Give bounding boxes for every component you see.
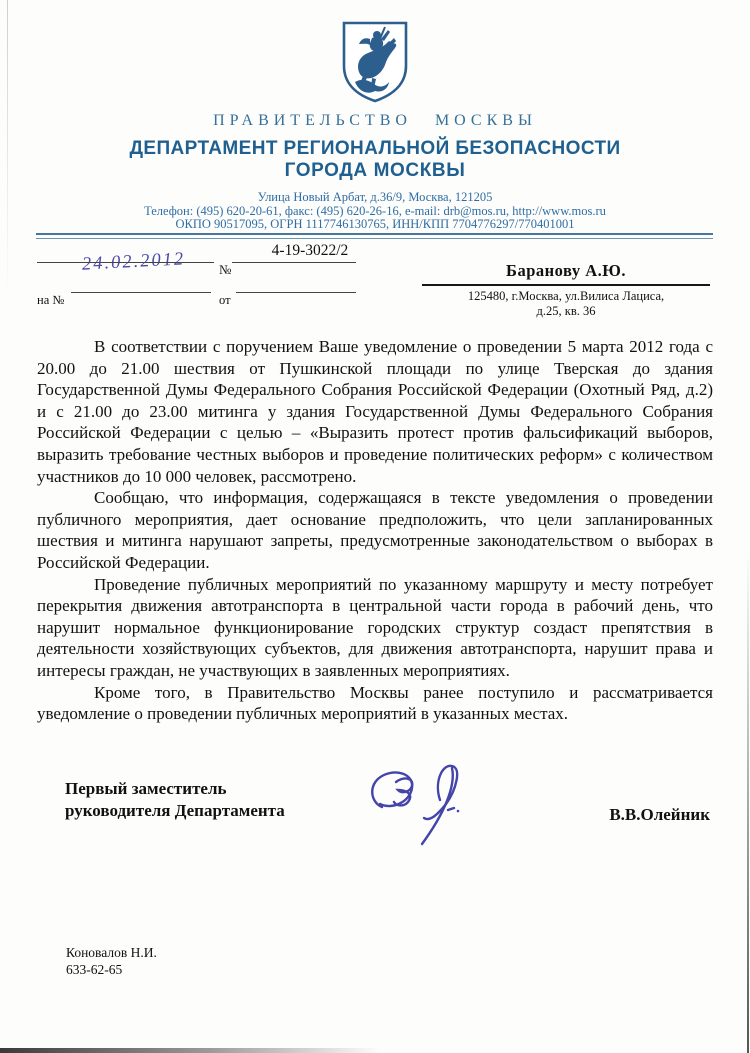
reply-date-label: от <box>219 293 231 307</box>
number-sign-label: № <box>219 262 232 277</box>
addressee-address-line2: д.25, кв. 36 <box>536 304 596 318</box>
government-title: ПРАВИТЕЛЬСТВО МОСКВЫ <box>213 112 537 129</box>
date-field-line <box>37 262 214 263</box>
reply-to-number-label: на № <box>37 293 65 307</box>
executor-block <box>66 944 157 978</box>
letterhead-address: Улица Новый Арбат, д.36/9, Москва, 121205 <box>257 190 493 204</box>
letterhead-codes: ОКПО 90517095, ОГРН 1117746130765, ИНН/КПП 7704776297/770401001 <box>175 217 575 231</box>
scan-edge-bottom <box>0 1048 380 1053</box>
signer-position-line2: руководителя Департамента <box>65 801 285 820</box>
letterhead-contacts: Телефон: (495) 620-20-61, факс: (495) 620-26-16, e-mail: drb@mos.ru, http://www.mos.ru <box>144 203 606 218</box>
outgoing-number: 4-19-3022/2 <box>271 242 349 259</box>
body-paragraph: В соответствии с поручением Ваше уведомление о проведении 5 марта 2012 года с 20.00 до 21.00 шествия от Пушкинской площади по улице Тверская до здания Государственной Думы Федерального Собрания Российской Федерации (Охотный Ряд, д.2) и с 21.00 до 23.00 митинга у здания Государственной Думы Федерального Собрания Российской Федерации с целью – «Выразить протест против фальсификаций выборов, выразить требование честных выборов и проведение политических реформ» с количеством участников до 10 000 человек, рассмотрено. <box>37 337 713 486</box>
executor-name: Коновалов Н.И. <box>66 945 157 960</box>
signer-position-line1: Первый заместитель <box>65 779 227 798</box>
body-paragraph: Сообщаю, что информация, содержащаяся в тексте уведомления о проведении публичного мероприятия, дает основание предположить, что цели запланированных шествия и митинга нарушают запреты, предусмотренные законодательством о выборах в Российской Федерации. <box>37 488 713 572</box>
addressee-address-line1: 125480, г.Москва, ул.Вилиса Лациса, <box>467 289 665 303</box>
signer-name: В.В.Олейник <box>609 805 710 824</box>
moscow-coat-of-arms-icon <box>341 20 409 109</box>
reply-number-field-line <box>71 292 211 293</box>
executor-phone: 633-62-65 <box>66 962 123 977</box>
department-name-line1: ДЕПАРТАМЕНТ РЕГИОНАЛЬНОЙ БЕЗОПАСНОСТИ <box>129 138 621 159</box>
addressee-name: Баранову А.Ю. <box>422 261 710 286</box>
department-name-line2: ГОРОДА МОСКВЫ <box>284 160 466 181</box>
handwritten-date: 24.02.2012 <box>81 249 186 275</box>
addressee-block <box>422 261 710 319</box>
letterhead-divider <box>36 233 713 239</box>
reply-date-field-line <box>236 292 356 293</box>
number-field-line <box>232 262 356 263</box>
body-paragraph: Кроме того, в Правительство Москвы ранее поступило и рассматривается уведомление о проведении публичных мероприятий в указанных местах. <box>37 682 713 724</box>
signer-position <box>65 778 285 822</box>
scan-edge-right <box>747 550 749 1053</box>
body-paragraph: Проведение публичных мероприятий по указанному маршруту и месту потребует перекрытия движения автотранспорта в центральной части города в рабочий день, что нарушит нормальное функционирование городских структур создаст препятствия в деятельности хозяйствующих субъектов, для движения автотранспорта, нарушит права и интересы граждан, не участвующих в заявленных мероприятиях. <box>37 574 713 680</box>
signature-autograph-icon <box>352 752 502 857</box>
letter-body <box>37 336 713 725</box>
